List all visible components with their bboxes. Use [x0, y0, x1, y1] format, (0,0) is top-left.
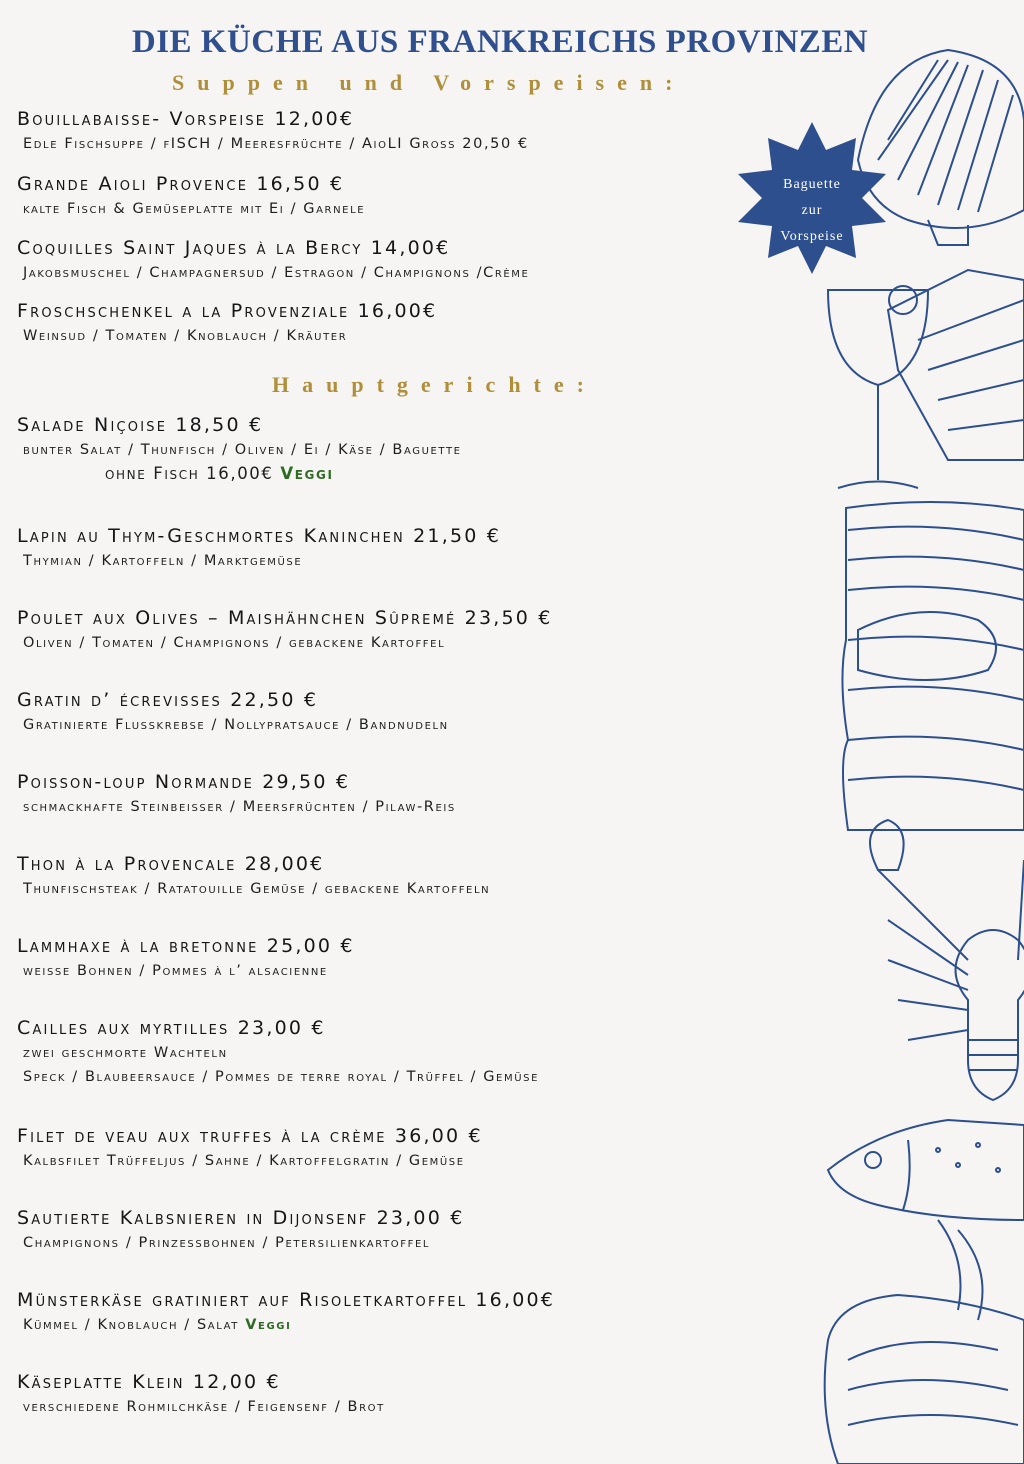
- menu-item-name: Salade Niçoise 18,50 €: [17, 414, 264, 436]
- menu-item-description: kalte Fisch & Gemüseplatte mit Ei / Garnele: [23, 201, 366, 217]
- menu-item-name: Käseplatte Klein 12,00 €: [17, 1371, 281, 1393]
- menu-item: [17, 523, 501, 573]
- menu-item: [17, 1123, 483, 1173]
- menu-item-description: Edle Fischsuppe / fISCH / Meeresfrüchte / AioLI Gross 20,50 €: [23, 136, 529, 152]
- section-heading-starters: Suppen und Vorspeisen:: [172, 70, 686, 95]
- lobster-icon: [870, 820, 1024, 1100]
- salmon-icon: [842, 502, 1024, 830]
- menu-item-description: Oliven / Tomaten / Champignons / gebackene Kartoffel: [23, 635, 446, 651]
- page-title: DIE KÜCHE AUS FRANKREICHS PROVINZEN: [131, 24, 869, 60]
- menu-item-name: Bouillabaisse- Vorspeise 12,00€: [17, 108, 355, 130]
- menu-item: [17, 851, 490, 901]
- menu-item-name: Lapin au Thym-Geschmortes Kaninchen 21,50 €: [17, 525, 502, 547]
- menu-item: [17, 769, 456, 819]
- variant-label: ohne Fisch 16,00€: [105, 464, 274, 483]
- menu-item-description: zwei geschmorte Wachteln: [23, 1045, 228, 1061]
- menu-item-name: Grande Aioli Provence 16,50 €: [17, 173, 345, 195]
- menu-item-name: Poisson-loup Normande 29,50 €: [17, 771, 351, 793]
- oyster-icon: [825, 1220, 1024, 1464]
- menu-item-description: Champignons / Prinzessbohnen / Petersilienkartoffel: [23, 1235, 431, 1251]
- menu-item-description: bunter Salat / Thunfisch / Oliven / Ei / Käse / Baguette: [23, 442, 462, 458]
- menu-item: [17, 933, 355, 983]
- menu-item: [17, 412, 462, 486]
- menu-item-description: weisse Bohnen / Pommes à l’ alsacienne: [23, 963, 328, 979]
- menu-item-name: Froschschenkel a la Provenziale 16,00€: [17, 300, 438, 322]
- menu-item: [17, 687, 449, 737]
- menu-item-description: [17, 1313, 555, 1337]
- menu-item-name: Cailles aux myrtilles 23,00 €: [17, 1017, 326, 1039]
- menu-item: [17, 298, 437, 348]
- menu-item-description: Thunfischsteak / Ratatouille Gemüse / gebackene Kartoffeln: [23, 881, 491, 897]
- menu-item: [17, 235, 529, 285]
- menu-item-description: verschiedene Rohmilchkäse / Feigensenf / Brot: [23, 1399, 385, 1415]
- menu-item: [17, 171, 365, 221]
- menu-item-description: Jakobsmuschel / Champagnersud / Estragon / Champignons /Crème: [23, 265, 530, 281]
- menu-item-description: Kalbsfilet Trüffeljus / Sahne / Kartoffelgratin / Gemüse: [23, 1153, 465, 1169]
- menu-item: [17, 1369, 385, 1419]
- menu-item-variant: [17, 462, 462, 486]
- menu-item-name: Münsterkäse gratiniert auf Risoletkartoffel 16,00€: [17, 1289, 556, 1311]
- menu-item-description: Thymian / Kartoffeln / Marktgemüse: [23, 553, 303, 569]
- wine-glass-icon: [828, 290, 928, 488]
- menu-item: [17, 1287, 555, 1337]
- badge-line: Vorspeise: [780, 229, 844, 244]
- menu-item-name: Sautierte Kalbsnieren in Dijonsenf 23,00 €: [17, 1207, 465, 1229]
- menu-item-name: Filet de veau aux truffes à la crème 36,00 €: [17, 1125, 483, 1147]
- description-text: Kümmel / Knoblauch / Salat: [23, 1317, 239, 1333]
- menu-item-description: schmackhafte Steinbeisser / Meersfrüchten / Pilaw-Reis: [23, 799, 456, 815]
- badge-line: zur: [801, 203, 823, 218]
- menu-item-name: Poulet aux Olives – Maishähnchen Sûpremé 23,50 €: [17, 607, 553, 629]
- menu-item-description-2: Speck / Blaubeersauce / Pommes de terre royal / Trüffel / Gemüse: [23, 1069, 539, 1085]
- menu-item-description: Weinsud / Tomaten / Knoblauch / Kräuter: [23, 328, 348, 344]
- menu-item-name: Lammhaxe à la bretonne 25,00 €: [17, 935, 355, 957]
- veggi-badge: Veggi: [280, 464, 334, 483]
- menu-item: [17, 1205, 465, 1255]
- menu-item-name: Gratin d’ écrevisses 22,50 €: [17, 689, 319, 711]
- trout-icon: [828, 1120, 1024, 1220]
- section-heading-mains: Hauptgerichte:: [272, 372, 597, 397]
- menu-item-description: Gratinierte Flusskrebse / Nollypratsauce / Bandnudeln: [23, 717, 449, 733]
- menu-item: [17, 106, 529, 156]
- menu-item: [17, 605, 553, 655]
- menu-item-name: Coquilles Saint Jaques à la Bercy 14,00€: [17, 237, 451, 259]
- badge-line: Baguette: [783, 177, 841, 192]
- badge-text: [736, 172, 888, 250]
- menu-item-name: Thon à la Provencale 28,00€: [17, 853, 325, 875]
- baguette-badge: [736, 122, 888, 274]
- veggi-badge: Veggi: [245, 1317, 292, 1333]
- menu-item: [17, 1015, 539, 1089]
